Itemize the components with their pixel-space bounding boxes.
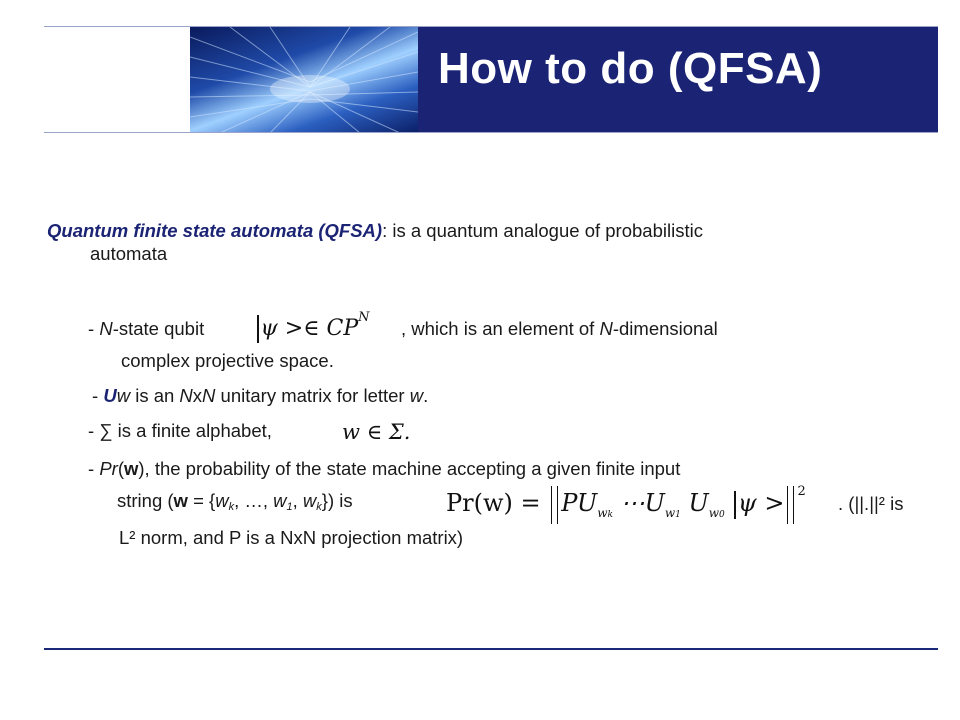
bullet-probability: - Pr(w), the probability of the state machine accepting a given finite input — [88, 458, 681, 479]
probability-formula: $Pr(w) = PU_{wk}$ $\cdots U_{w1}$ $U_{w0}$ ψ > $^2$ — [446, 484, 806, 524]
bullet-unitary: - Uw is an NxN unitary matrix for letter w. — [92, 385, 429, 406]
intro-line-1 — [47, 220, 703, 242]
intro-term: Quantum finite state automata (QFSA) — [47, 220, 383, 241]
bullet-alphabet: - ∑ is a finite alphabet, — [88, 420, 272, 441]
slide-title: How to do (QFSA) — [438, 44, 823, 93]
norm-note: . (||.||² is — [838, 493, 904, 514]
qubit-formula: ψ >∈ $CP^N$ — [255, 310, 370, 343]
intro-rest: : is a quantum analogue of probabilistic — [382, 220, 703, 241]
bullet-probability-line3: L² norm, and P is a NxN projection matrix) — [119, 527, 464, 548]
bullet-qubit-tail: , which is an element of N-dimensional — [401, 318, 718, 339]
alphabet-formula: w ∈ Σ. — [342, 420, 411, 444]
skyscraper-graphic — [190, 27, 418, 133]
bullet-qubit: - N-state qubit — [88, 318, 205, 339]
footer-rule — [44, 648, 938, 650]
header-rule-bottom — [44, 132, 938, 133]
intro-line-2: automata — [90, 243, 168, 264]
header-image — [190, 27, 418, 133]
bullet-qubit-line2: complex projective space. — [121, 350, 334, 371]
bullet-probability-line2: string ($w = \{w_k$, …, $w_1$, $w_k$}) is — [117, 490, 353, 513]
